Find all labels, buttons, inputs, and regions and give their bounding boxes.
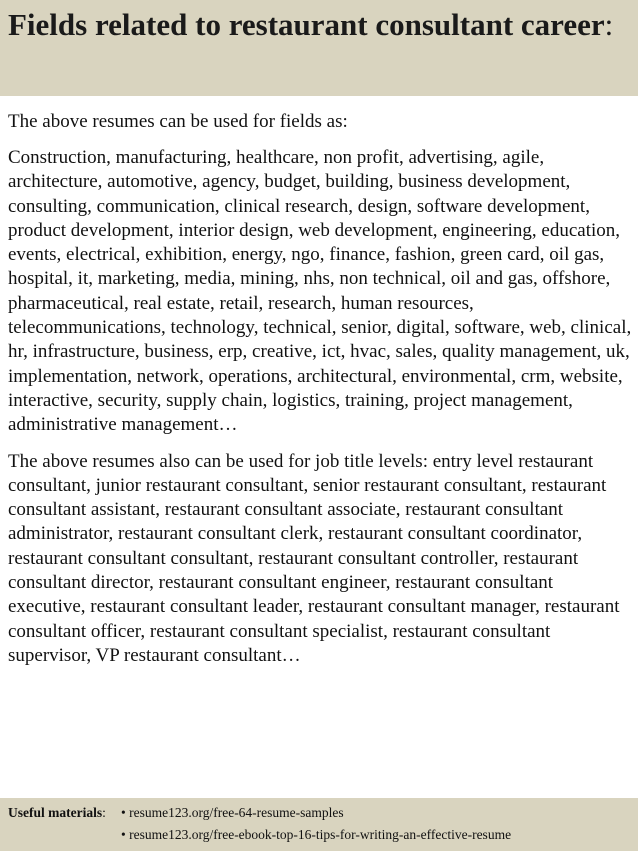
- intro-text: The above resumes can be used for fields as:: [8, 111, 348, 132]
- footer-row-1: [8, 802, 638, 824]
- resume-ebook-link[interactable]: • resume123.org/free-ebook-top-16-tips-for-writing-an-effective-resume: [121, 827, 512, 842]
- content-area: [8, 96, 632, 668]
- fields-list: Construction, manufacturing, healthcare, non profit, advertising, agile, architecture, automotive, agency, budget, building, business development, consulting, communication, clinical research, design, software development, product development, interior design, web development, engineering, education, events, electrical, exhibition, energy, ngo, finance, fashion, green card, oil gas, hospital, it, marketing, media, mining, nhs, non technical, oil and gas, offshore, pharmaceutical, real estate, retail, research, human resources, telecommunications, technology, technical, senior, digital, software, web, clinical, hr, infrastructure, business, erp, creative, ict, hvac, sales, quality management, uk, implementation, network, operations, architectural, environmental, crm, website, interactive, security, supply chain, logistics, training, project management, administrative management…: [8, 147, 632, 436]
- useful-materials-label-text: Useful materials: [8, 805, 103, 820]
- useful-materials-colon: :: [102, 805, 106, 820]
- footer-label-spacer: [8, 824, 121, 846]
- title-band: [0, 0, 638, 96]
- page-title-colon: :: [604, 7, 614, 42]
- footer-row-2: [8, 824, 638, 846]
- resume-samples-link[interactable]: • resume123.org/free-64-resume-samples: [121, 805, 344, 820]
- page-title: [8, 6, 628, 44]
- useful-materials-footer: [0, 798, 638, 851]
- job-levels-list: The above resumes also can be used for job title levels: entry level restaurant consultant, junior restaurant consultant, senior restaurant consultant, restaurant consultant assistant, restaurant consultant associate, restaurant consultant administrator, restaurant consultant clerk, restaurant consultant coordinator, restaurant consultant consultant, restaurant consultant controller, restaurant consultant director, restaurant consultant engineer, restaurant consultant executive, restaurant consultant leader, restaurant consultant manager, restaurant consultant officer, restaurant consultant specialist, restaurant consultant supervisor, VP restaurant consultant…: [8, 450, 620, 666]
- useful-materials-label: [8, 802, 121, 824]
- page-title-text: Fields related to restaurant consultant career: [8, 7, 605, 42]
